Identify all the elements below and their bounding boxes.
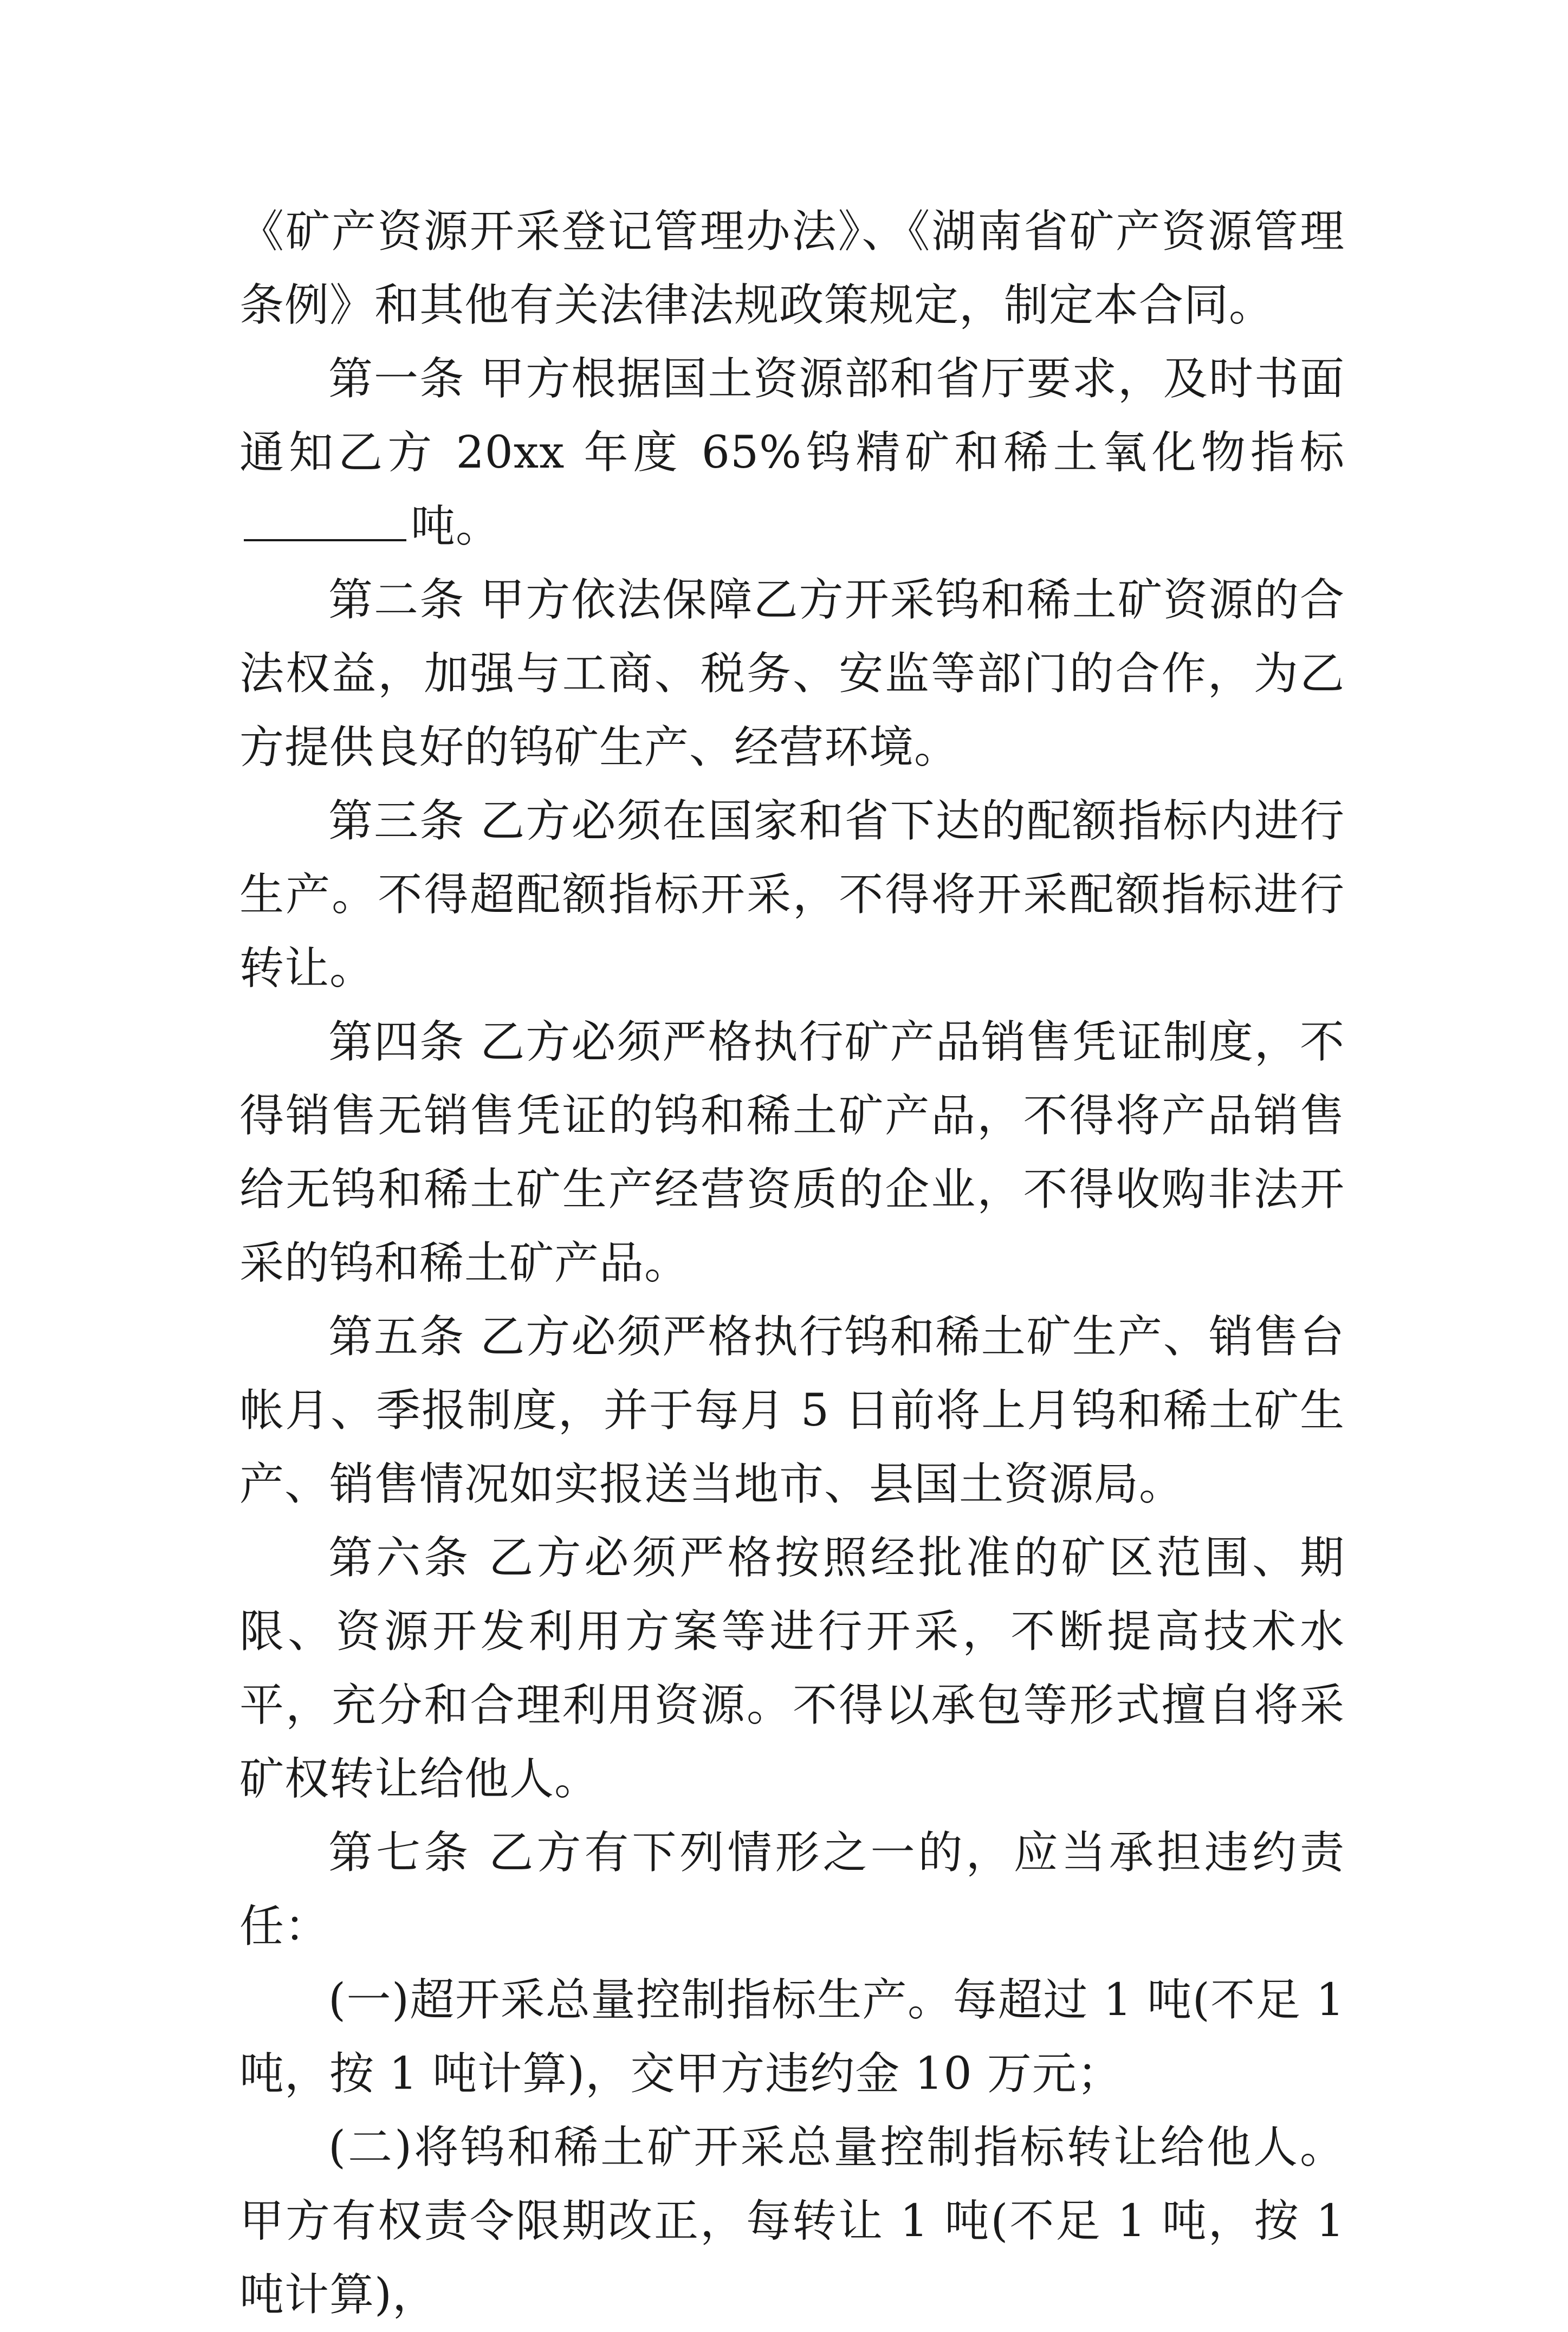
article-2-paragraph: 第二条 甲方依法保障乙方开采钨和稀土矿资源的合法权益，加强与工商、税务、安监等部门的合作，为乙方提供良好的钨矿生产、经营环境。 xyxy=(239,574,1345,773)
clause-1-paragraph: (一)超开采总量控制指标生产。每超过 1 吨(不足 1 吨，按 1 吨计算)，交甲方违约金 10 万元； xyxy=(239,1974,1345,2100)
clause-2-paragraph: (二)将钨和稀土矿开采总量控制指标转让给他人。甲方有权责令限期改正，每转让 1 吨(不足 1 吨，按 1 吨计算)， xyxy=(239,2122,1345,2321)
article-1-suffix: 吨。 xyxy=(411,501,501,552)
intro-paragraph: 《矿产资源开采登记管理办法》、《湖南省矿产资源管理条例》和其他有关法律法规政策规定，制定本合同。 xyxy=(239,206,1345,331)
article-6-paragraph: 第六条 乙方必须严格按照经批准的矿区范围、期限、资源开发利用方案等进行开采，不断提高技术水平，充分和合理利用资源。不得以承包等形式擅自将采矿权转让给他人。 xyxy=(239,1532,1345,1805)
fill-in-blank xyxy=(244,498,406,541)
article-1-paragraph xyxy=(239,342,1345,563)
document-body xyxy=(239,195,1345,2332)
article-4-paragraph: 第四条 乙方必须严格执行矿产品销售凭证制度，不得销售无销售凭证的钨和稀土矿产品，不得将产品销售给无钨和稀土矿生产经营资质的企业，不得收购非法开采的钨和稀土矿产品。 xyxy=(239,1016,1345,1289)
article-1-text: 第一条 甲方根据国土资源部和省厅要求，及时书面通知乙方 20xx 年度 65%钨精矿和稀土氧化物指标 xyxy=(239,353,1345,478)
article-5-paragraph: 第五条 乙方必须严格执行钨和稀土矿生产、销售台帐月、季报制度，并于每月 5 日前将上月钨和稀土矿生产、销售情况如实报送当地市、县国土资源局。 xyxy=(239,1311,1345,1510)
article-7-paragraph: 第七条 乙方有下列情形之一的，应当承担违约责任： xyxy=(239,1827,1345,1952)
article-3-paragraph: 第三条 乙方必须在国家和省下达的配额指标内进行生产。不得超配额指标开采，不得将开采配额指标进行转让。 xyxy=(239,795,1345,994)
